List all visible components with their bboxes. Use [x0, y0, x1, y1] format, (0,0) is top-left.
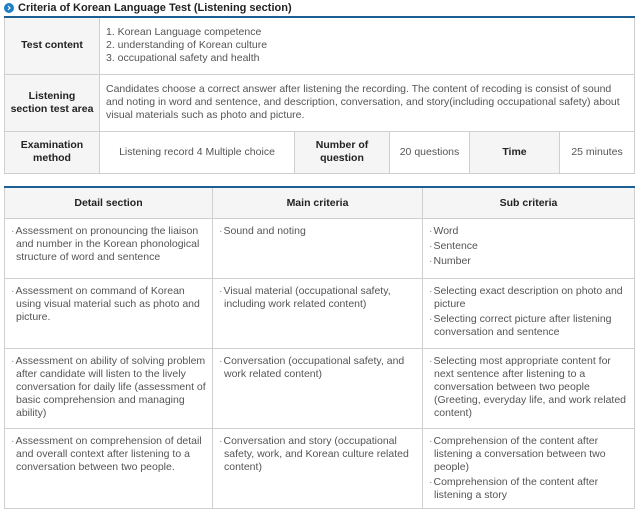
detail-cell [5, 279, 213, 349]
table-row [5, 349, 635, 429]
detail-cell [5, 219, 213, 279]
row-listening-area [5, 74, 635, 131]
section-title-bar [4, 1, 292, 15]
sub-item: · Selecting exact description on photo and picture [429, 285, 628, 311]
main-text: · Conversation (occupational safety, and work related content) [219, 355, 416, 381]
test-content-item: 3. occupational safety and health [106, 52, 260, 65]
sub-cell [423, 219, 635, 279]
criteria-header-row [5, 187, 635, 219]
main-text: · Conversation and story (occupational safety, work, and Korean culture related content) [219, 435, 416, 474]
sub-item: · Selecting most appropriate content for next sentence after listening to a conversation between two people (Greeting, everyday life, and work related content) [429, 355, 628, 420]
exam-method-label: Examination method [5, 131, 100, 173]
table-row [5, 279, 635, 349]
page-title: Criteria of Korean Language Test (Listening section) [18, 2, 292, 14]
test-content-item: 2. understanding of Korean culture [106, 39, 268, 52]
detail-text: · Assessment on pronouncing the liaison and number in the Korean phonological structure of word and sentence [11, 225, 206, 264]
time-value: 25 minutes [560, 131, 635, 173]
row-test-content [5, 17, 635, 74]
overview-table [4, 16, 635, 174]
detail-text: · Assessment on ability of solving problem after candidate will listen to the lively conversation for daily life (assessment of basic comprehension and managing ability) [11, 355, 206, 420]
listening-area-label: Listening section test area [5, 74, 100, 131]
sub-item: · Word [429, 225, 628, 238]
exam-method-value: Listening record 4 Multiple choice [100, 131, 295, 173]
num-questions-label: Number of question [295, 131, 390, 173]
detail-cell [5, 429, 213, 509]
header-main-criteria: Main criteria [213, 187, 423, 219]
sub-item: · Comprehension of the content after listening a story [429, 476, 628, 502]
test-content-item: 1. Korean Language competence [106, 26, 262, 39]
main-text: · Sound and noting [219, 225, 416, 238]
criteria-table [4, 186, 635, 509]
sub-item: · Sentence [429, 240, 628, 253]
sub-cell [423, 349, 635, 429]
table-row [5, 429, 635, 509]
listening-area-text: Candidates choose a correct answer after listening the recording. The content of recoding is consist of sound and noting in word and sentence, and description, conversation, and story(including occupational safety) about visual materials such as photo and picture. [100, 74, 635, 131]
test-content-list [100, 17, 635, 74]
detail-text: · Assessment on command of Korean using visual material such as photo and picture. [11, 285, 206, 324]
header-detail-section: Detail section [5, 187, 213, 219]
detail-cell [5, 349, 213, 429]
header-sub-criteria: Sub criteria [423, 187, 635, 219]
main-cell [213, 279, 423, 349]
main-cell [213, 349, 423, 429]
sub-cell [423, 429, 635, 509]
sub-item: · Comprehension of the content after listening a conversation between two people) [429, 435, 628, 474]
sub-item: · Number [429, 255, 628, 268]
num-questions-value: 20 questions [390, 131, 470, 173]
table-row [5, 219, 635, 279]
detail-text: · Assessment on comprehension of detail and overall context after listening to a conversation between two people. [11, 435, 206, 474]
sub-cell [423, 279, 635, 349]
sub-item: · Selecting correct picture after listening conversation and sentence [429, 313, 628, 339]
row-exam-method [5, 131, 635, 173]
test-content-label: Test content [5, 17, 100, 74]
time-label: Time [470, 131, 560, 173]
chevron-right-icon [4, 3, 14, 13]
main-cell [213, 219, 423, 279]
main-cell [213, 429, 423, 509]
main-text: · Visual material (occupational safety, including work related content) [219, 285, 416, 311]
